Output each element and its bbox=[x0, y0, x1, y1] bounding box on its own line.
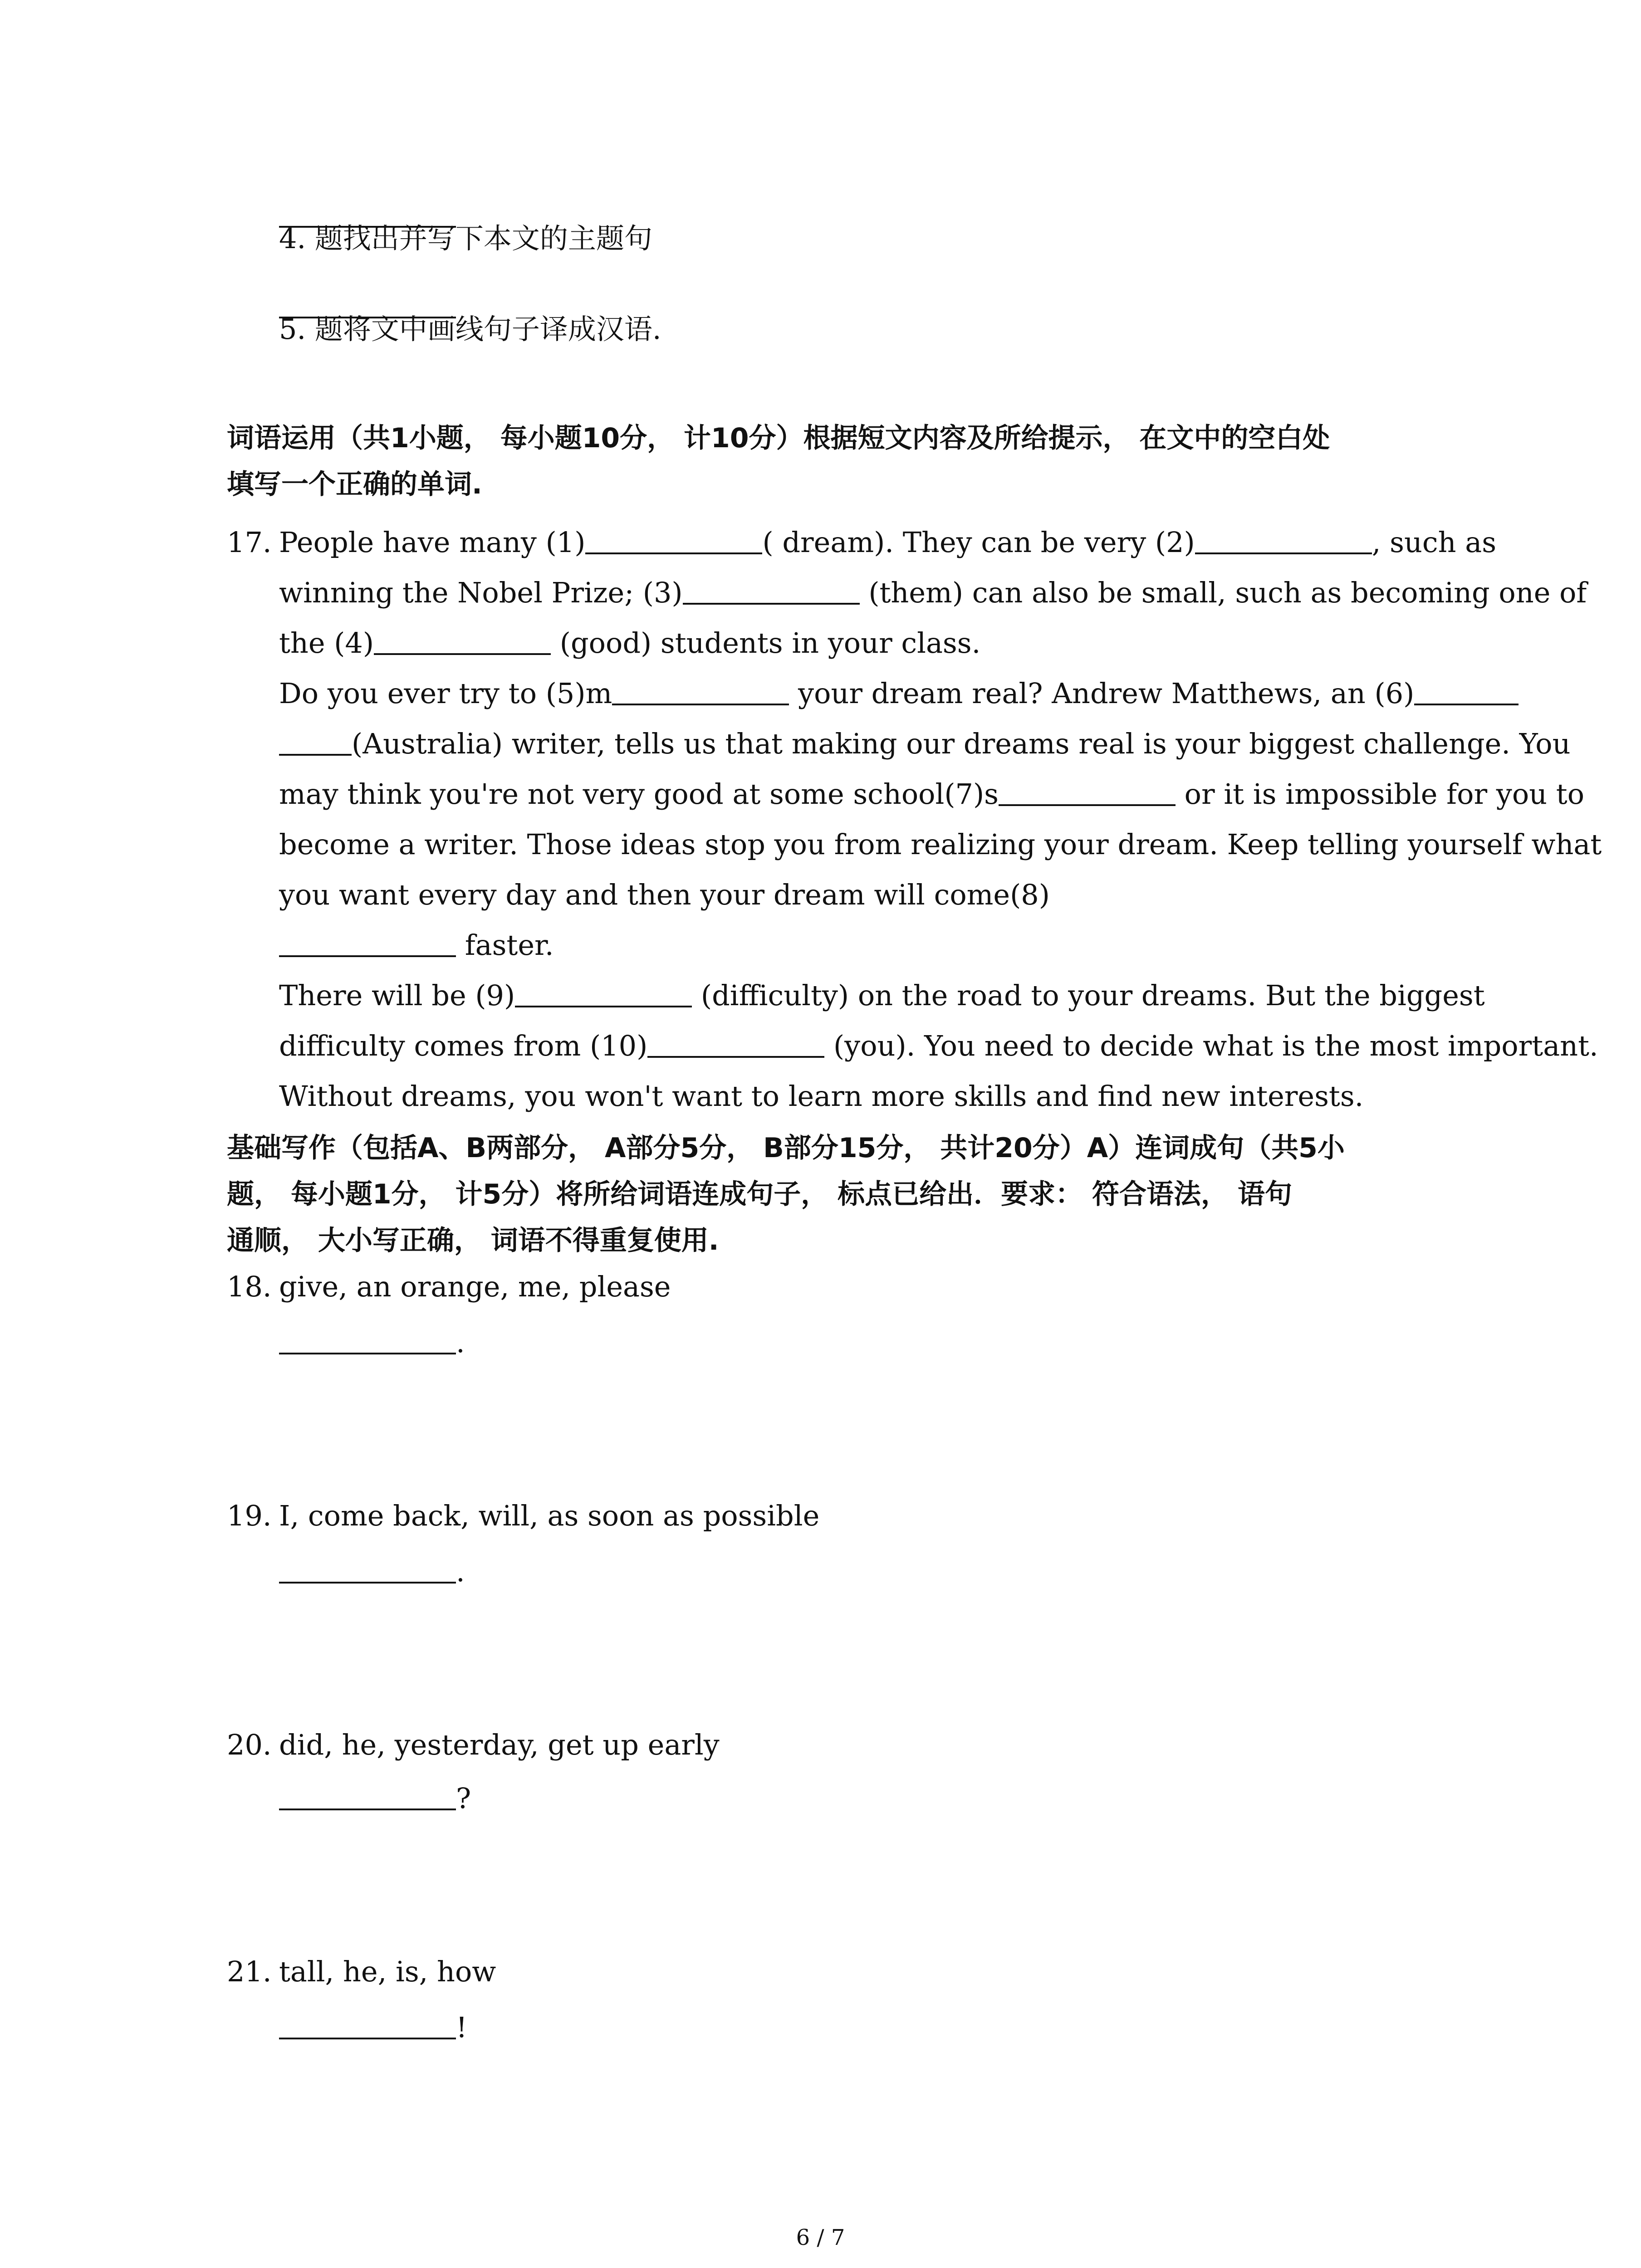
question-number: 20. bbox=[227, 1728, 272, 1761]
blank-10[interactable] bbox=[647, 1028, 824, 1058]
answer-blank[interactable] bbox=[279, 1780, 456, 1810]
blank-6[interactable] bbox=[1414, 675, 1519, 705]
passage-line: Without dreams, you won't want to learn more skills and find new interests. bbox=[279, 1080, 1364, 1113]
passage-line: People have many (1) ( dream). They can be very (2) , such as bbox=[279, 517, 1463, 567]
blank-7[interactable] bbox=[999, 776, 1176, 806]
passage-line: Do you ever try to (5)m your dream real? Andrew Matthews, an (6) bbox=[279, 668, 1463, 719]
question-number: 18. bbox=[227, 1270, 272, 1303]
answer-line: . bbox=[279, 1325, 465, 1359]
question-prompt: tall, he, is, how bbox=[279, 1955, 496, 1988]
passage-line: difficulty comes from (10) (you). You need to decide what is the most important. bbox=[279, 1021, 1463, 1071]
answer-line: ! bbox=[279, 2009, 467, 2044]
passage-line: you want every day and then your dream will come(8) bbox=[279, 878, 1050, 911]
section-heading-basic-writing: 基础写作（包括A、B两部分， A部分5分， B部分15分， 共计20分）A）连词成句（共5小 题， 每小题1分， 计5分）将所给词语连成句子， 标点已给出．要求： 符合语法， 语句 通顺， 大小写正确， 词语不得重复使用. bbox=[227, 1132, 1345, 1256]
blank-6-continued[interactable] bbox=[279, 726, 352, 756]
question-prompt: did, he, yesterday, get up early bbox=[279, 1728, 720, 1761]
answer-line: . bbox=[279, 1554, 465, 1588]
blank-2[interactable] bbox=[1195, 524, 1372, 554]
blank-4[interactable] bbox=[374, 625, 551, 655]
answer-blank[interactable] bbox=[279, 1325, 456, 1354]
blank-9[interactable] bbox=[515, 978, 692, 1007]
passage-line: There will be (9) (difficulty) on the road to your dreams. But the biggest bbox=[279, 970, 1463, 1021]
question-17-passage bbox=[279, 517, 1602, 1121]
section-heading-word-usage: 词语运用（共1小题， 每小题10分， 计10分）根据短文内容及所给提示， 在文中的空白处 填写一个正确的单词. bbox=[227, 422, 1330, 500]
blank-8[interactable] bbox=[279, 927, 456, 957]
question-number: 21. bbox=[227, 1955, 272, 1988]
blank-1[interactable] bbox=[585, 524, 762, 554]
answer-blank[interactable] bbox=[279, 2009, 456, 2039]
passage-line: become a writer. Those ideas stop you from realizing your dream. Keep telling yourself what bbox=[279, 828, 1602, 861]
question-prompt: I, come back, will, as soon as possible bbox=[279, 1499, 820, 1532]
question-prompt: give, an orange, me, please bbox=[279, 1270, 671, 1303]
passage-line: may think you're not very good at some school(7)s or it is impossible for you to bbox=[279, 769, 1463, 819]
prev-item-4-text: 4. 题找出并写下本文的主题句 bbox=[279, 222, 652, 255]
passage-line: the (4) (good) students in your class. bbox=[279, 618, 1463, 668]
blank-5[interactable] bbox=[612, 675, 789, 705]
passage-line: winning the Nobel Prize; (3) (them) can also be small, such as becoming one of bbox=[279, 567, 1463, 618]
prev-item-5-text: 5. 题将文中画线句子译成汉语. bbox=[279, 313, 661, 346]
blank-3[interactable] bbox=[683, 575, 860, 605]
answer-blank[interactable] bbox=[279, 1554, 456, 1584]
passage-line: (Australia) writer, tells us that making our dreams real is your biggest challenge. You bbox=[279, 719, 1463, 769]
page-number: 6 / 7 bbox=[796, 2225, 845, 2250]
answer-line: ? bbox=[279, 1780, 471, 1815]
passage-line: faster. bbox=[279, 920, 1463, 970]
question-number: 17. bbox=[227, 526, 272, 559]
question-number: 19. bbox=[227, 1499, 272, 1532]
